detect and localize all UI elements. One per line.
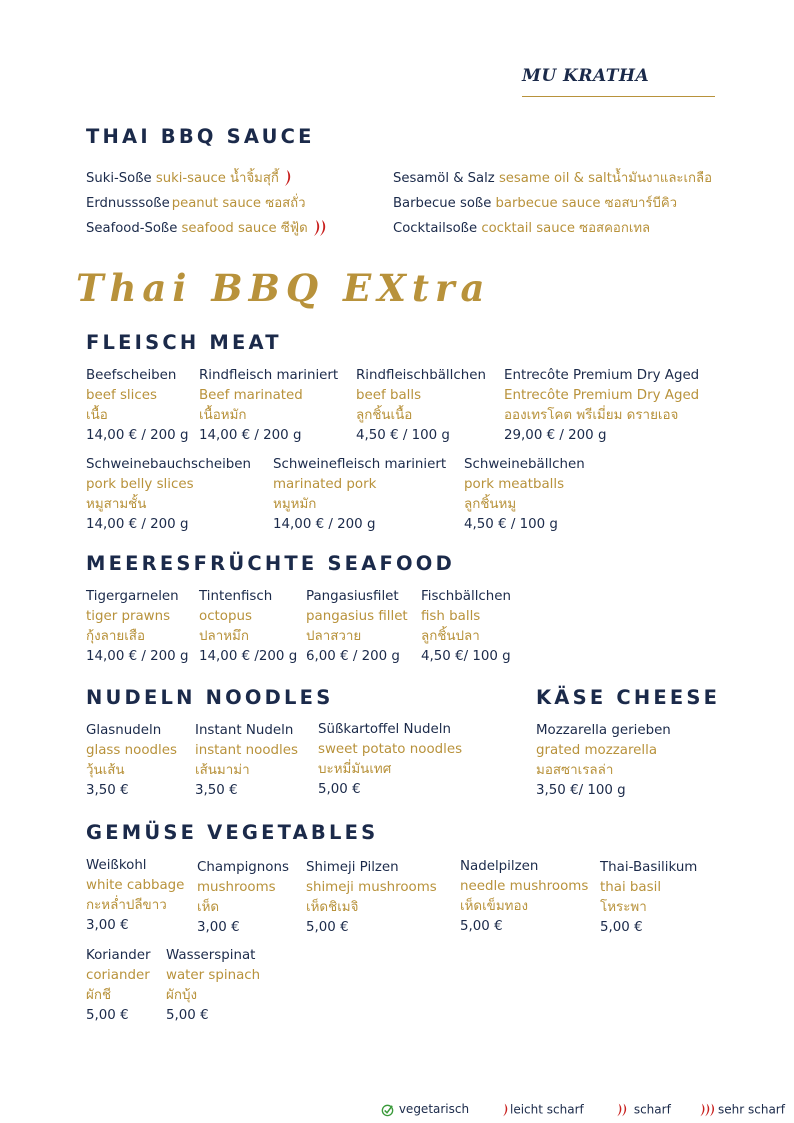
menu-item: Süßkartoffel Nudeln sweet potato noodles บะหมี่มันเทศ 5,00 € [318, 722, 463, 797]
double-chili-icon [614, 1102, 630, 1118]
menu-item: Schweinebällchen pork meatballs ลูกชิ้นหมู 4,50 € / 100 g [464, 457, 585, 532]
menu-item: Beefscheiben beef slices เนื้อ 14,00 € / 200 g [86, 368, 189, 443]
menu-item: Thai-Basilikum thai basil โหระพา 5,00 € [600, 860, 698, 935]
menu-item: Rindfleisch mariniert Beef marinated เนื้อหมัก 14,00 € / 200 g [199, 368, 339, 443]
sauce-item: Erdnusssoße peanut sauce ซอสถั่ว [86, 196, 306, 211]
legend-vegetarian: vegetarisch [380, 1102, 469, 1117]
menu-item: Schweinebauchscheiben pork belly slices หมูสามชั้น 14,00 € / 200 g [86, 457, 252, 532]
legend-mild: leicht scharf [501, 1102, 584, 1118]
chili-icon [501, 1102, 510, 1118]
menu-item: Mozzarella gerieben grated mozzarella มอสซาเรลล่า 3,50 €/ 100 g [536, 723, 671, 798]
sauce-item: Barbecue soße barbecue sauce ซอสบาร์บีคิว [393, 196, 678, 211]
double-chili-icon [312, 218, 328, 238]
chili-icon [283, 168, 293, 188]
menu-item: Koriander coriander ผักชี 5,00 € [86, 948, 151, 1023]
section-heading-seafood: MEERESFRÜCHTE SEAFOOD [86, 552, 455, 575]
menu-item: Rindfleischbällchen beef balls ลูกชิ้นเนื้อ 4,50 € / 100 g [356, 368, 486, 443]
section-heading-sauce: THAI BBQ SAUCE [86, 125, 315, 148]
sauce-item: Seafood-Soße seafood sauce ซีฟู้ด [86, 217, 328, 238]
extra-title: Thai BBQ EXtra [76, 266, 491, 310]
sauce-item: Suki-Soße suki-sauce น้ำจิ้มสุกี้ [86, 167, 293, 188]
menu-item: Instant Nudeln instant noodles เส้นมาม่า 3,50 € [195, 723, 298, 798]
menu-item: Fischbällchen fish balls ลูกชิ้นปลา 4,50 €/ 100 g [421, 589, 511, 664]
leaf-icon [380, 1102, 395, 1117]
sauce-item: Sesamöl & Salz sesame oil & saltน้ำมันงาและเกลือ [393, 171, 713, 186]
menu-item: Shimeji Pilzen shimeji mushrooms เห็ดชิเมจิ 5,00 € [306, 860, 437, 935]
menu-item: Schweinefleisch mariniert marinated pork หมูหมัก 14,00 € / 200 g [273, 457, 447, 532]
menu-item: Champignons mushrooms เห็ด 3,00 € [197, 860, 289, 935]
menu-item: Pangasiusfilet pangasius fillet ปลาสวาย 6,00 € / 200 g [306, 589, 408, 664]
menu-item: Weißkohl white cabbage กะหล่ำปลีขาว 3,00 € [86, 858, 185, 933]
section-heading-meat: FLEISCH MEAT [86, 331, 282, 354]
menu-item: Tintenfisch octopus ปลาหมึก 14,00 € /200 g [199, 589, 298, 664]
sauce-item: Cocktailsoße cocktail sauce ซอสคอกเทล [393, 221, 651, 236]
header-title: MU KRATHA [522, 66, 650, 86]
menu-item: Nadelpilzen needle mushrooms เห็ดเข็มทอง 5,00 € [460, 859, 589, 934]
header-divider [522, 96, 715, 97]
legend-very-hot: sehr scharf [697, 1102, 785, 1118]
menu-item: Glasnudeln glass noodles วุ้นเส้น 3,50 € [86, 723, 177, 798]
section-heading-noodles: NUDELN NOODLES [86, 686, 334, 709]
legend-hot: scharf [614, 1102, 671, 1118]
menu-item: Wasserspinat water spinach ผักบุ้ง 5,00 € [166, 948, 261, 1023]
menu-item: Tigergarnelen tiger prawns กุ้งลายเสือ 14,00 € / 200 g [86, 589, 189, 664]
section-heading-vegetables: GEMÜSE VEGETABLES [86, 821, 379, 844]
menu-item: Entrecôte Premium Dry Aged Entrecôte Premium Dry Aged อองเทรโคต พรีเมี่ยม ดรายเอจ 29,00 € / 200 g [504, 368, 700, 443]
section-heading-cheese: KÄSE CHEESE [536, 686, 721, 709]
triple-chili-icon [697, 1102, 718, 1118]
